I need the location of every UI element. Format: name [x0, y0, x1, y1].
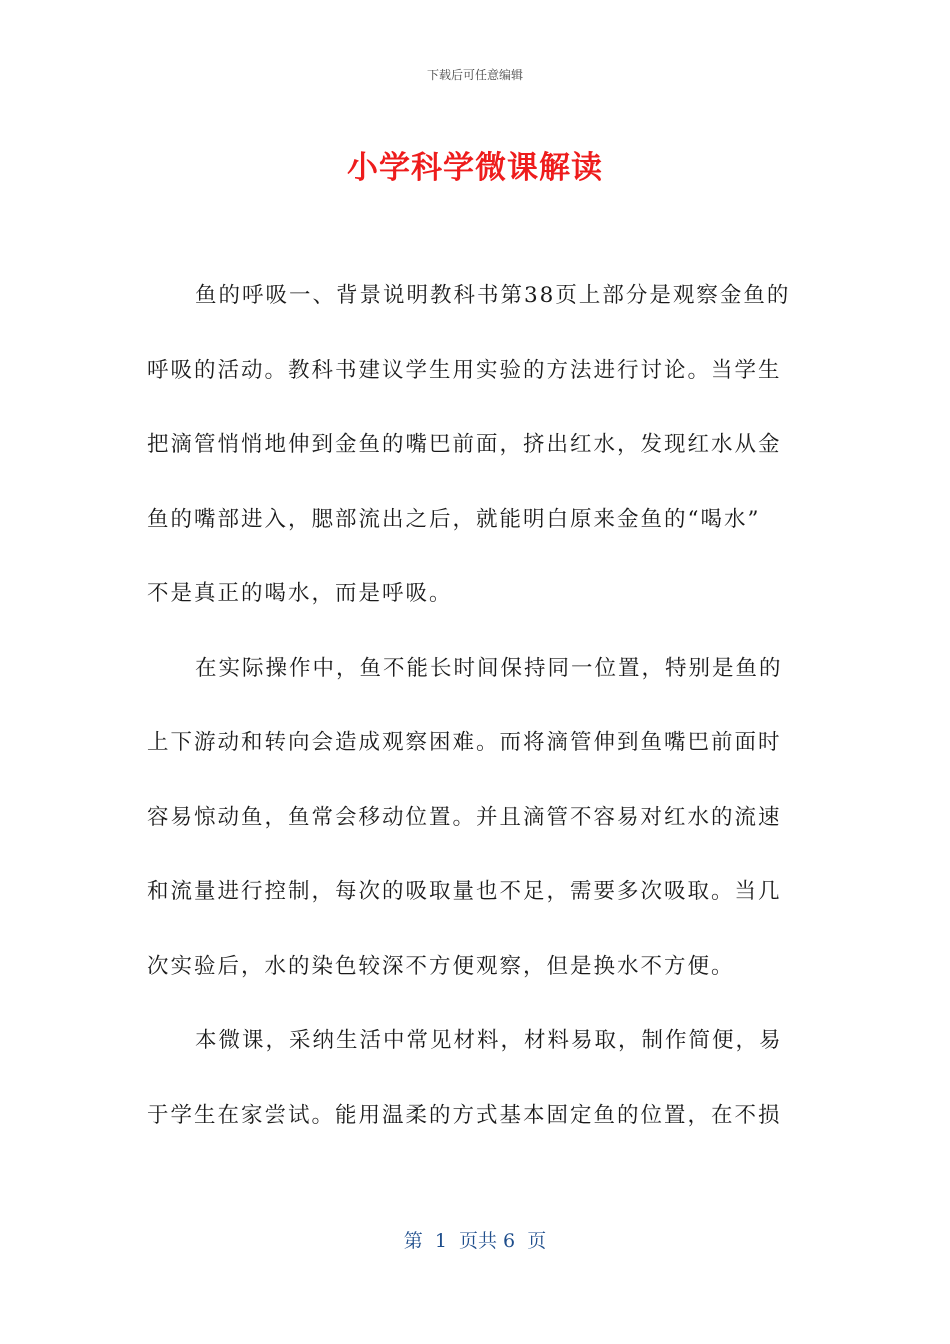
text-line: 不是真正的喝水，而是呼吸。 [147, 581, 453, 606]
text-line: 呼吸的活动。教科书建议学生用实验的方法进行讨论。当学生 [147, 357, 782, 383]
body-text [147, 259, 797, 1153]
text-line: 容易惊动鱼，鱼常会移动位置。并且滴管不容易对红水的流速 [147, 804, 782, 830]
text-line: 鱼的嘴部进入，腮部流出之后，就能明白原来金鱼的“喝水” [147, 506, 761, 532]
text-line: 上下游动和转向会造成观察困难。而将滴管伸到鱼嘴巴前面时 [147, 730, 782, 755]
text-line: 次实验后，水的染色较深不方便观察，但是换水不方便。 [147, 953, 735, 979]
text-line: 在实际操作中，鱼不能长时间保持同一位置，特别是鱼的 [195, 655, 783, 681]
text-line: 和流量进行控制，每次的吸取量也不足，需要多次吸取。当几 [147, 879, 782, 904]
text-line: 于学生在家尝试。能用温柔的方式基本固定鱼的位置，在不损 [147, 1102, 782, 1128]
text-line: 鱼的呼吸一、背景说明教科书第38页上部分是观察金鱼的 [195, 283, 791, 308]
page-number-footer: 第 1 页共 6 页 [403, 1230, 547, 1252]
text-line: 本微课，采纳生活中常见材料，材料易取，制作简便，易 [195, 1028, 783, 1053]
header-note: 下载后可任意编辑 [426, 68, 523, 82]
text-line: 把滴管悄悄地伸到金鱼的嘴巴前面，挤出红水，发现红水从金 [147, 432, 782, 457]
document-title: 小学科学微课解读 [347, 150, 603, 186]
